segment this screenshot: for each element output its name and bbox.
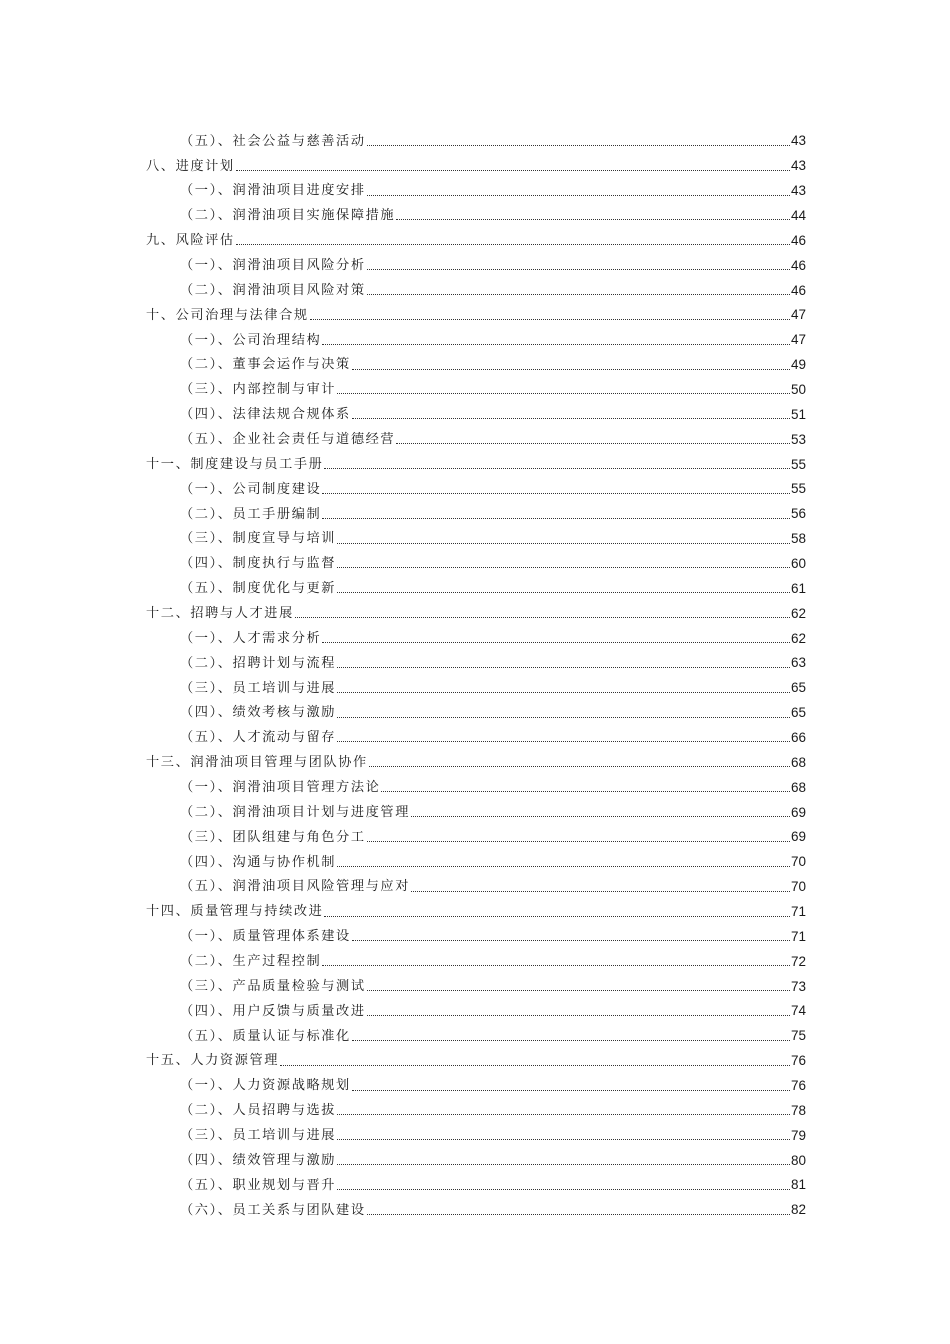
toc-dot-leader — [280, 1065, 790, 1066]
toc-dot-leader — [337, 866, 790, 867]
toc-entry-label: 九、风险评估 — [146, 233, 235, 249]
toc-dot-leader — [236, 170, 790, 171]
toc-section-entry[interactable] — [146, 423, 806, 448]
toc-dot-leader — [324, 916, 790, 917]
toc-section-entry[interactable] — [146, 846, 806, 871]
toc-section-entry[interactable] — [146, 697, 806, 722]
toc-entry-page-number: 55 — [790, 481, 806, 497]
toc-entry-page-number: 68 — [790, 754, 806, 770]
toc-entry-page-number: 51 — [790, 406, 806, 422]
toc-entry-label: （二）、润滑油项目实施保障措施 — [180, 208, 396, 224]
toc-dot-leader — [411, 891, 790, 892]
toc-entry-page-number: 70 — [790, 879, 806, 895]
toc-section-entry[interactable] — [146, 175, 806, 200]
toc-entry-page-number: 58 — [790, 531, 806, 547]
toc-section-entry[interactable] — [146, 970, 806, 995]
toc-entry-page-number: 62 — [790, 605, 806, 621]
toc-section-entry[interactable] — [146, 1144, 806, 1169]
toc-dot-leader — [322, 518, 790, 519]
toc-section-entry[interactable] — [146, 622, 806, 647]
toc-section-entry[interactable] — [146, 473, 806, 498]
toc-entry-page-number: 43 — [790, 183, 806, 199]
toc-section-entry[interactable] — [146, 1095, 806, 1120]
toc-dot-leader — [367, 294, 790, 295]
toc-chapter-entry[interactable] — [146, 597, 806, 622]
toc-entry-page-number: 50 — [790, 381, 806, 397]
toc-section-entry[interactable] — [146, 572, 806, 597]
toc-dot-leader — [337, 692, 790, 693]
toc-section-entry[interactable] — [146, 1119, 806, 1144]
toc-entry-page-number: 82 — [790, 1202, 806, 1218]
toc-chapter-entry[interactable] — [146, 224, 806, 249]
toc-entry-label: （三）、员工培训与进展 — [180, 680, 337, 696]
toc-chapter-entry[interactable] — [146, 1045, 806, 1070]
toc-entry-label: （四）、制度执行与监督 — [180, 556, 337, 572]
toc-section-entry[interactable] — [146, 995, 806, 1020]
toc-entry-page-number: 68 — [790, 779, 806, 795]
toc-dot-leader — [369, 766, 790, 767]
toc-dot-leader — [367, 1015, 790, 1016]
toc-entry-page-number: 81 — [790, 1177, 806, 1193]
toc-entry-page-number: 80 — [790, 1152, 806, 1168]
toc-dot-leader — [324, 468, 790, 469]
toc-entry-label: （一）、润滑油项目管理方法论 — [180, 780, 381, 795]
toc-section-entry[interactable] — [146, 1020, 806, 1045]
toc-entry-label: （二）、润滑油项目计划与进度管理 — [180, 804, 410, 820]
toc-section-entry[interactable] — [146, 398, 806, 423]
toc-section-entry[interactable] — [146, 548, 806, 573]
toc-section-entry[interactable] — [146, 274, 806, 299]
toc-dot-leader — [337, 667, 790, 668]
toc-entry-label: （四）、法律法规合规体系 — [180, 407, 351, 423]
toc-entry-label: （六）、员工关系与团队建设 — [180, 1202, 366, 1218]
toc-entry-label: （二）、人员招聘与选拔 — [180, 1103, 337, 1119]
toc-entry-page-number: 74 — [790, 1003, 806, 1019]
toc-section-entry[interactable] — [146, 498, 806, 523]
toc-section-entry[interactable] — [146, 374, 806, 399]
toc-dot-leader — [337, 1189, 790, 1190]
toc-entry-label: （五）、质量认证与标准化 — [180, 1028, 351, 1044]
toc-dot-leader — [322, 493, 790, 494]
toc-chapter-entry[interactable] — [146, 746, 806, 771]
toc-entry-label: （五）、润滑油项目风险管理与应对 — [180, 879, 410, 895]
toc-entry-page-number: 62 — [790, 630, 806, 646]
toc-entry-label: 十、公司治理与法律合规 — [146, 307, 309, 323]
toc-dot-leader — [337, 1139, 790, 1140]
toc-section-entry[interactable] — [146, 722, 806, 747]
toc-entry-page-number: 76 — [790, 1078, 806, 1094]
toc-entry-page-number: 75 — [790, 1028, 806, 1044]
toc-entry-page-number: 44 — [790, 207, 806, 223]
toc-section-entry[interactable] — [146, 672, 806, 697]
toc-entry-page-number: 60 — [790, 555, 806, 571]
toc-section-entry[interactable] — [146, 821, 806, 846]
toc-dot-leader — [337, 1164, 790, 1165]
toc-entry-page-number: 69 — [790, 804, 806, 820]
toc-entry-label: （五）、职业规划与晋升 — [180, 1177, 337, 1193]
toc-dot-leader — [322, 344, 790, 345]
toc-entry-label: （三）、产品质量检验与测试 — [180, 978, 366, 994]
toc-entry-page-number: 63 — [790, 655, 806, 671]
toc-entry-page-number: 66 — [790, 729, 806, 745]
toc-entry-page-number: 73 — [790, 978, 806, 994]
toc-entry-label: 十二、招聘与人才进展 — [146, 605, 294, 621]
toc-entry-page-number: 43 — [790, 158, 806, 174]
toc-entry-label: （一）、人力资源战略规划 — [180, 1078, 351, 1094]
toc-chapter-entry[interactable] — [146, 448, 806, 473]
toc-entry-page-number: 70 — [790, 854, 806, 870]
toc-dot-leader — [337, 717, 790, 718]
toc-dot-leader — [236, 244, 790, 245]
toc-entry-label: （五）、社会公益与慈善活动 — [180, 133, 366, 149]
toc-dot-leader — [367, 1214, 790, 1215]
toc-dot-leader — [367, 195, 790, 196]
toc-dot-leader — [367, 990, 790, 991]
table-of-contents — [146, 125, 806, 1219]
toc-dot-leader — [396, 443, 790, 444]
toc-entry-label: （一）、润滑油项目进度安排 — [180, 183, 366, 199]
toc-dot-leader — [322, 965, 790, 966]
toc-section-entry[interactable] — [146, 921, 806, 946]
toc-chapter-entry[interactable] — [146, 150, 806, 175]
toc-entry-label: （二）、员工手册编制 — [180, 506, 322, 522]
toc-entry-page-number: 65 — [790, 680, 806, 696]
toc-dot-leader — [337, 567, 790, 568]
toc-dot-leader — [352, 418, 790, 419]
toc-entry-label: （三）、制度宣导与培训 — [180, 531, 337, 547]
toc-chapter-entry[interactable] — [146, 299, 806, 324]
toc-entry-label: （五）、制度优化与更新 — [180, 581, 337, 597]
toc-dot-leader — [337, 543, 790, 544]
toc-entry-label: （四）、沟通与协作机制 — [180, 854, 337, 870]
toc-entry-label: 十五、人力资源管理 — [146, 1053, 280, 1069]
toc-entry-label: （三）、团队组建与角色分工 — [180, 829, 366, 845]
toc-section-entry[interactable] — [146, 771, 806, 796]
toc-entry-page-number: 71 — [790, 928, 806, 944]
toc-section-entry[interactable] — [146, 523, 806, 548]
toc-dot-leader — [367, 841, 790, 842]
toc-chapter-entry[interactable] — [146, 896, 806, 921]
toc-entry-label: （二）、润滑油项目风险对策 — [180, 282, 366, 298]
toc-dot-leader — [310, 319, 790, 320]
toc-entry-label: （二）、生产过程控制 — [180, 954, 322, 970]
toc-entry-page-number: 78 — [790, 1102, 806, 1118]
toc-entry-page-number: 79 — [790, 1127, 806, 1143]
toc-entry-label: （二）、招聘计划与流程 — [180, 655, 337, 671]
toc-entry-label: （一）、公司治理结构 — [180, 332, 322, 348]
toc-entry-page-number: 55 — [790, 456, 806, 472]
toc-dot-leader — [352, 369, 790, 370]
toc-section-entry[interactable] — [146, 1070, 806, 1095]
toc-dot-leader — [337, 1114, 790, 1115]
toc-entry-page-number: 76 — [790, 1053, 806, 1069]
toc-dot-leader — [322, 642, 790, 643]
toc-entry-label: （四）、绩效管理与激励 — [180, 1152, 337, 1168]
toc-dot-leader — [337, 393, 790, 394]
toc-entry-page-number: 46 — [790, 282, 806, 298]
toc-entry-label: （五）、人才流动与留存 — [180, 730, 337, 746]
toc-dot-leader — [411, 816, 790, 817]
toc-entry-label: 十三、润滑油项目管理与团队协作 — [146, 755, 368, 771]
toc-entry-label: （三）、内部控制与审计 — [180, 382, 337, 398]
toc-entry-page-number: 43 — [790, 133, 806, 149]
toc-entry-page-number: 49 — [790, 357, 806, 373]
toc-entry-page-number: 71 — [790, 904, 806, 919]
toc-dot-leader — [367, 145, 790, 146]
toc-dot-leader — [381, 791, 790, 792]
toc-entry-page-number: 47 — [790, 307, 806, 323]
toc-entry-page-number: 65 — [790, 705, 806, 721]
toc-section-entry[interactable] — [146, 647, 806, 672]
toc-dot-leader — [295, 617, 790, 618]
toc-entry-page-number: 47 — [790, 332, 806, 348]
toc-section-entry[interactable] — [146, 1169, 806, 1194]
toc-dot-leader — [337, 592, 790, 593]
toc-entry-label: 十四、质量管理与持续改进 — [146, 904, 324, 920]
toc-section-entry[interactable] — [146, 324, 806, 349]
toc-entry-label: （四）、用户反馈与质量改进 — [180, 1003, 366, 1019]
toc-entry-label: 十一、制度建设与员工手册 — [146, 456, 324, 472]
toc-entry-page-number: 56 — [790, 506, 806, 522]
toc-section-entry[interactable] — [146, 349, 806, 374]
toc-dot-leader — [337, 741, 790, 742]
toc-entry-label: （五）、企业社会责任与道德经营 — [180, 431, 396, 447]
toc-section-entry[interactable] — [146, 249, 806, 274]
toc-dot-leader — [352, 1040, 790, 1041]
toc-dot-leader — [352, 940, 790, 941]
toc-section-entry[interactable] — [146, 945, 806, 970]
toc-dot-leader — [367, 269, 790, 270]
toc-section-entry[interactable] — [146, 871, 806, 896]
toc-entry-page-number: 46 — [790, 232, 806, 248]
toc-entry-label: （一）、人才需求分析 — [180, 630, 322, 646]
toc-section-entry[interactable] — [146, 796, 806, 821]
toc-entry-label: （二）、董事会运作与决策 — [180, 357, 351, 373]
toc-dot-leader — [396, 219, 790, 220]
toc-section-entry[interactable] — [146, 1194, 806, 1219]
toc-section-entry[interactable] — [146, 200, 806, 225]
toc-entry-page-number: 69 — [790, 829, 806, 845]
toc-entry-label: （三）、员工培训与进展 — [180, 1128, 337, 1144]
toc-entry-label: 八、进度计划 — [146, 158, 235, 174]
toc-section-entry[interactable] — [146, 125, 806, 150]
toc-entry-label: （一）、公司制度建设 — [180, 481, 322, 497]
toc-entry-label: （一）、质量管理体系建设 — [180, 929, 351, 945]
toc-entry-page-number: 46 — [790, 257, 806, 273]
toc-entry-label: （一）、润滑油项目风险分析 — [180, 257, 366, 273]
toc-entry-page-number: 61 — [790, 580, 806, 596]
toc-entry-page-number: 72 — [790, 953, 806, 969]
toc-dot-leader — [352, 1090, 790, 1091]
toc-entry-page-number: 53 — [790, 431, 806, 447]
toc-entry-label: （四）、绩效考核与激励 — [180, 705, 337, 721]
